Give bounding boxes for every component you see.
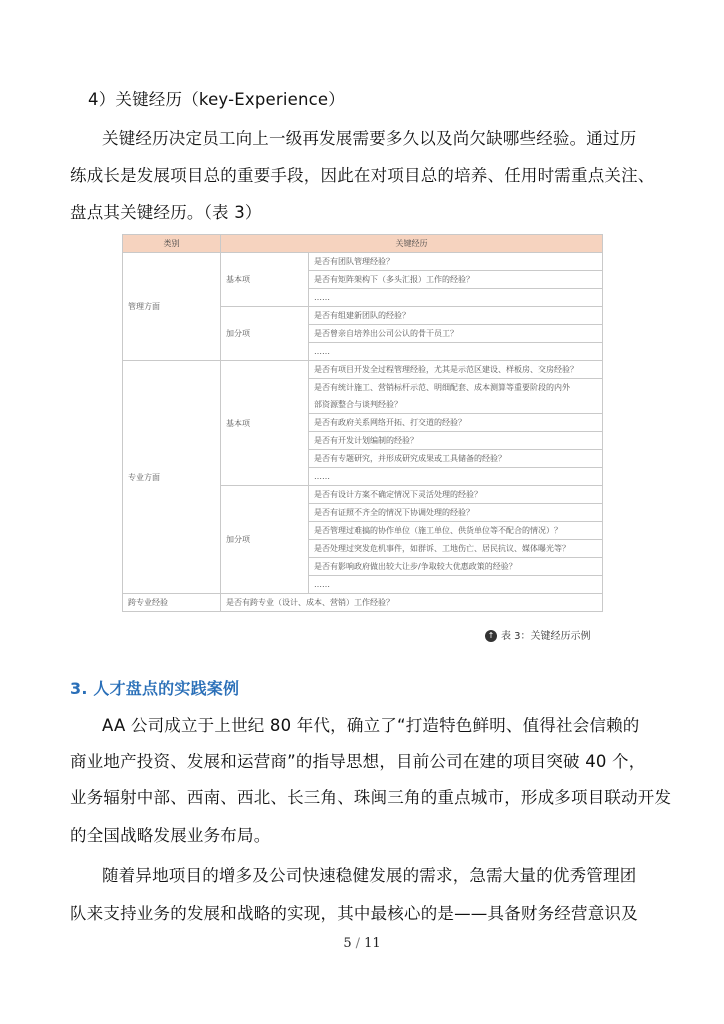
table-header-experience: 关键经历 [221,235,603,253]
table-cell: 是否有设计方案不确定情况下灵活处理的经验？ [309,486,603,504]
table-cell: 是否处理过突发危机事件，如群诉、工地伤亡、居民抗议、媒体曝光等？ [309,540,603,558]
subcategory-cell: 基本项 [221,253,309,307]
table-cell: 是否有矩阵架构下（多头汇报）工作的经验？ [309,271,603,289]
arrow-up-icon: ↑ [485,630,497,642]
page-current: 5 [343,936,352,951]
table-cell: 是否有统计施工、营销标杆示范、明细配套、成本测算等重要阶段的内外 [309,379,603,397]
table-cell: 是否有团队管理经验？ [309,253,603,271]
table-cell: 是否有证照不齐全的情况下协调处理的经验？ [309,504,603,522]
table-cell: 是否有专题研究，并形成研究成果或工具储备的经验？ [309,450,603,468]
page-number [0,936,724,951]
table-cell: 是否有影响政府做出较大让步/争取较大优惠政策的经验？ [309,558,603,576]
table-caption [485,627,591,642]
page-separator: / [355,936,361,951]
table-cell: 是否有开发计划编制的经验？ [309,432,603,450]
table-cell: 部资源整合与谈判经验？ [309,396,603,414]
paragraph-line: 商业地产投资、发展和运营商”的指导思想，目前公司在建的项目突破 40 个， [70,752,646,771]
paragraph-line: 的全国战略发展业务布局。 [70,826,271,845]
table-cell: 是否有跨专业（设计、成本、营销）工作经验？ [221,594,603,612]
key-experience-table [122,234,603,612]
category-cell: 专业方面 [123,361,221,594]
table-cell: …… [309,576,603,594]
table-cell: 是否有组建新团队的经验？ [309,307,603,325]
paragraph-line: 随着异地项目的增多及公司快速稳健发展的需求，急需大量的优秀管理团 [102,866,637,885]
table-cell: …… [309,468,603,486]
table-cell: …… [309,343,603,361]
category-cell: 管理方面 [123,253,221,361]
paragraph-line: AA 公司成立于上世纪 80 年代，确立了“打造特色鲜明、值得社会信赖的 [102,716,640,735]
paragraph-line: 队来支持业务的发展和战略的实现，其中最核心的是——具备财务经营意识及 [70,904,638,923]
paragraph-line: 盘点其关键经历。（表 3） [70,203,262,222]
paragraph-line: 业务辐射中部、西南、西北、长三角、珠闽三角的重点城市，形成多项目联动开发 [70,788,672,807]
page-total: 11 [364,936,381,951]
section-heading-key-experience: 4）关键经历（key-Experience） [88,90,345,109]
table-cell: 是否曾亲自培养出公司公认的骨干员工？ [309,325,603,343]
section-title: 3. 人才盘点的实践案例 [70,679,240,698]
table-cell: 是否有政府关系网络开拓、打交道的经验？ [309,414,603,432]
category-cell: 跨专业经验 [123,594,221,612]
paragraph-line: 练成长是发展项目总的重要手段，因此在对项目总的培养、任用时需重点关注、 [70,166,655,185]
table-cell: 是否管理过难搞的协作单位（施工单位、供货单位等不配合的情况）？ [309,522,603,540]
table-cell: 是否有项目开发全过程管理经验，尤其是示范区建设、样板房、交房经验？ [309,361,603,379]
table-header-category: 类别 [123,235,221,253]
paragraph-line: 关键经历决定员工向上一级再发展需要多久以及尚欠缺哪些经验。通过历 [102,129,637,148]
subcategory-cell: 加分项 [221,486,309,594]
subcategory-cell: 加分项 [221,307,309,361]
caption-text: 表 3：关键经历示例 [501,631,591,642]
subcategory-cell: 基本项 [221,361,309,486]
table-cell: …… [309,289,603,307]
